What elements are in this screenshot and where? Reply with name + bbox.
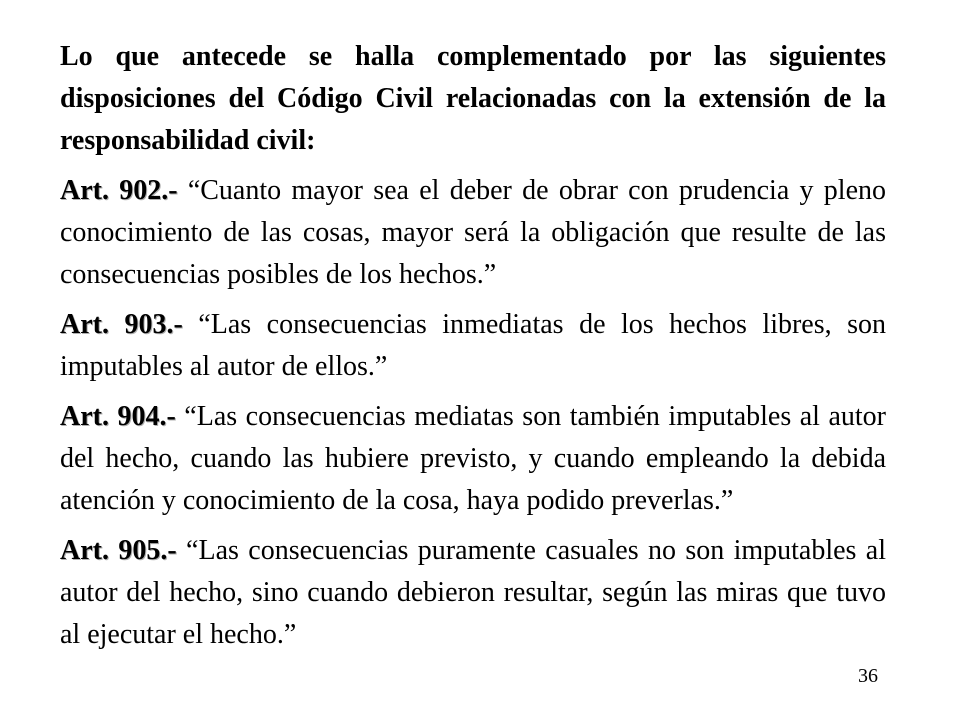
article-text: “Las consecuencias mediatas son también imputables al autor del hecho, cuando las hubiere previsto, y cuando empleando la debida atención y conocimiento de la cosa, haya podido preverlas.”	[60, 401, 886, 516]
slide-content	[60, 36, 886, 664]
article-label: Art. 903.-	[60, 309, 183, 340]
article-label: Art. 904.-	[60, 401, 176, 432]
article-text: “Cuanto mayor sea el deber de obrar con prudencia y pleno conocimiento de las cosas, mayor será la obligación que resulte de las consecuencias posibles de los hechos.”	[60, 175, 886, 290]
article-label: Art. 905.-	[60, 535, 177, 566]
page-number: 36	[858, 665, 878, 687]
article-905	[60, 530, 886, 656]
article-text: “Las consecuencias inmediatas de los hechos libres, son imputables al autor de ellos.”	[60, 309, 887, 382]
article-903	[60, 304, 886, 388]
article-label: Art. 902.-	[60, 175, 178, 206]
intro-paragraph: Lo que antecede se halla complementado por las siguientes disposiciones del Código Civil relacionadas con la extensión de la responsabilidad civil:	[60, 41, 886, 156]
article-902	[60, 170, 886, 296]
article-text: “Las consecuencias puramente casuales no son imputables al autor del hecho, sino cuando debieron resultar, según las miras que tuvo al ejecutar el hecho.”	[60, 535, 887, 650]
article-904	[60, 396, 886, 522]
